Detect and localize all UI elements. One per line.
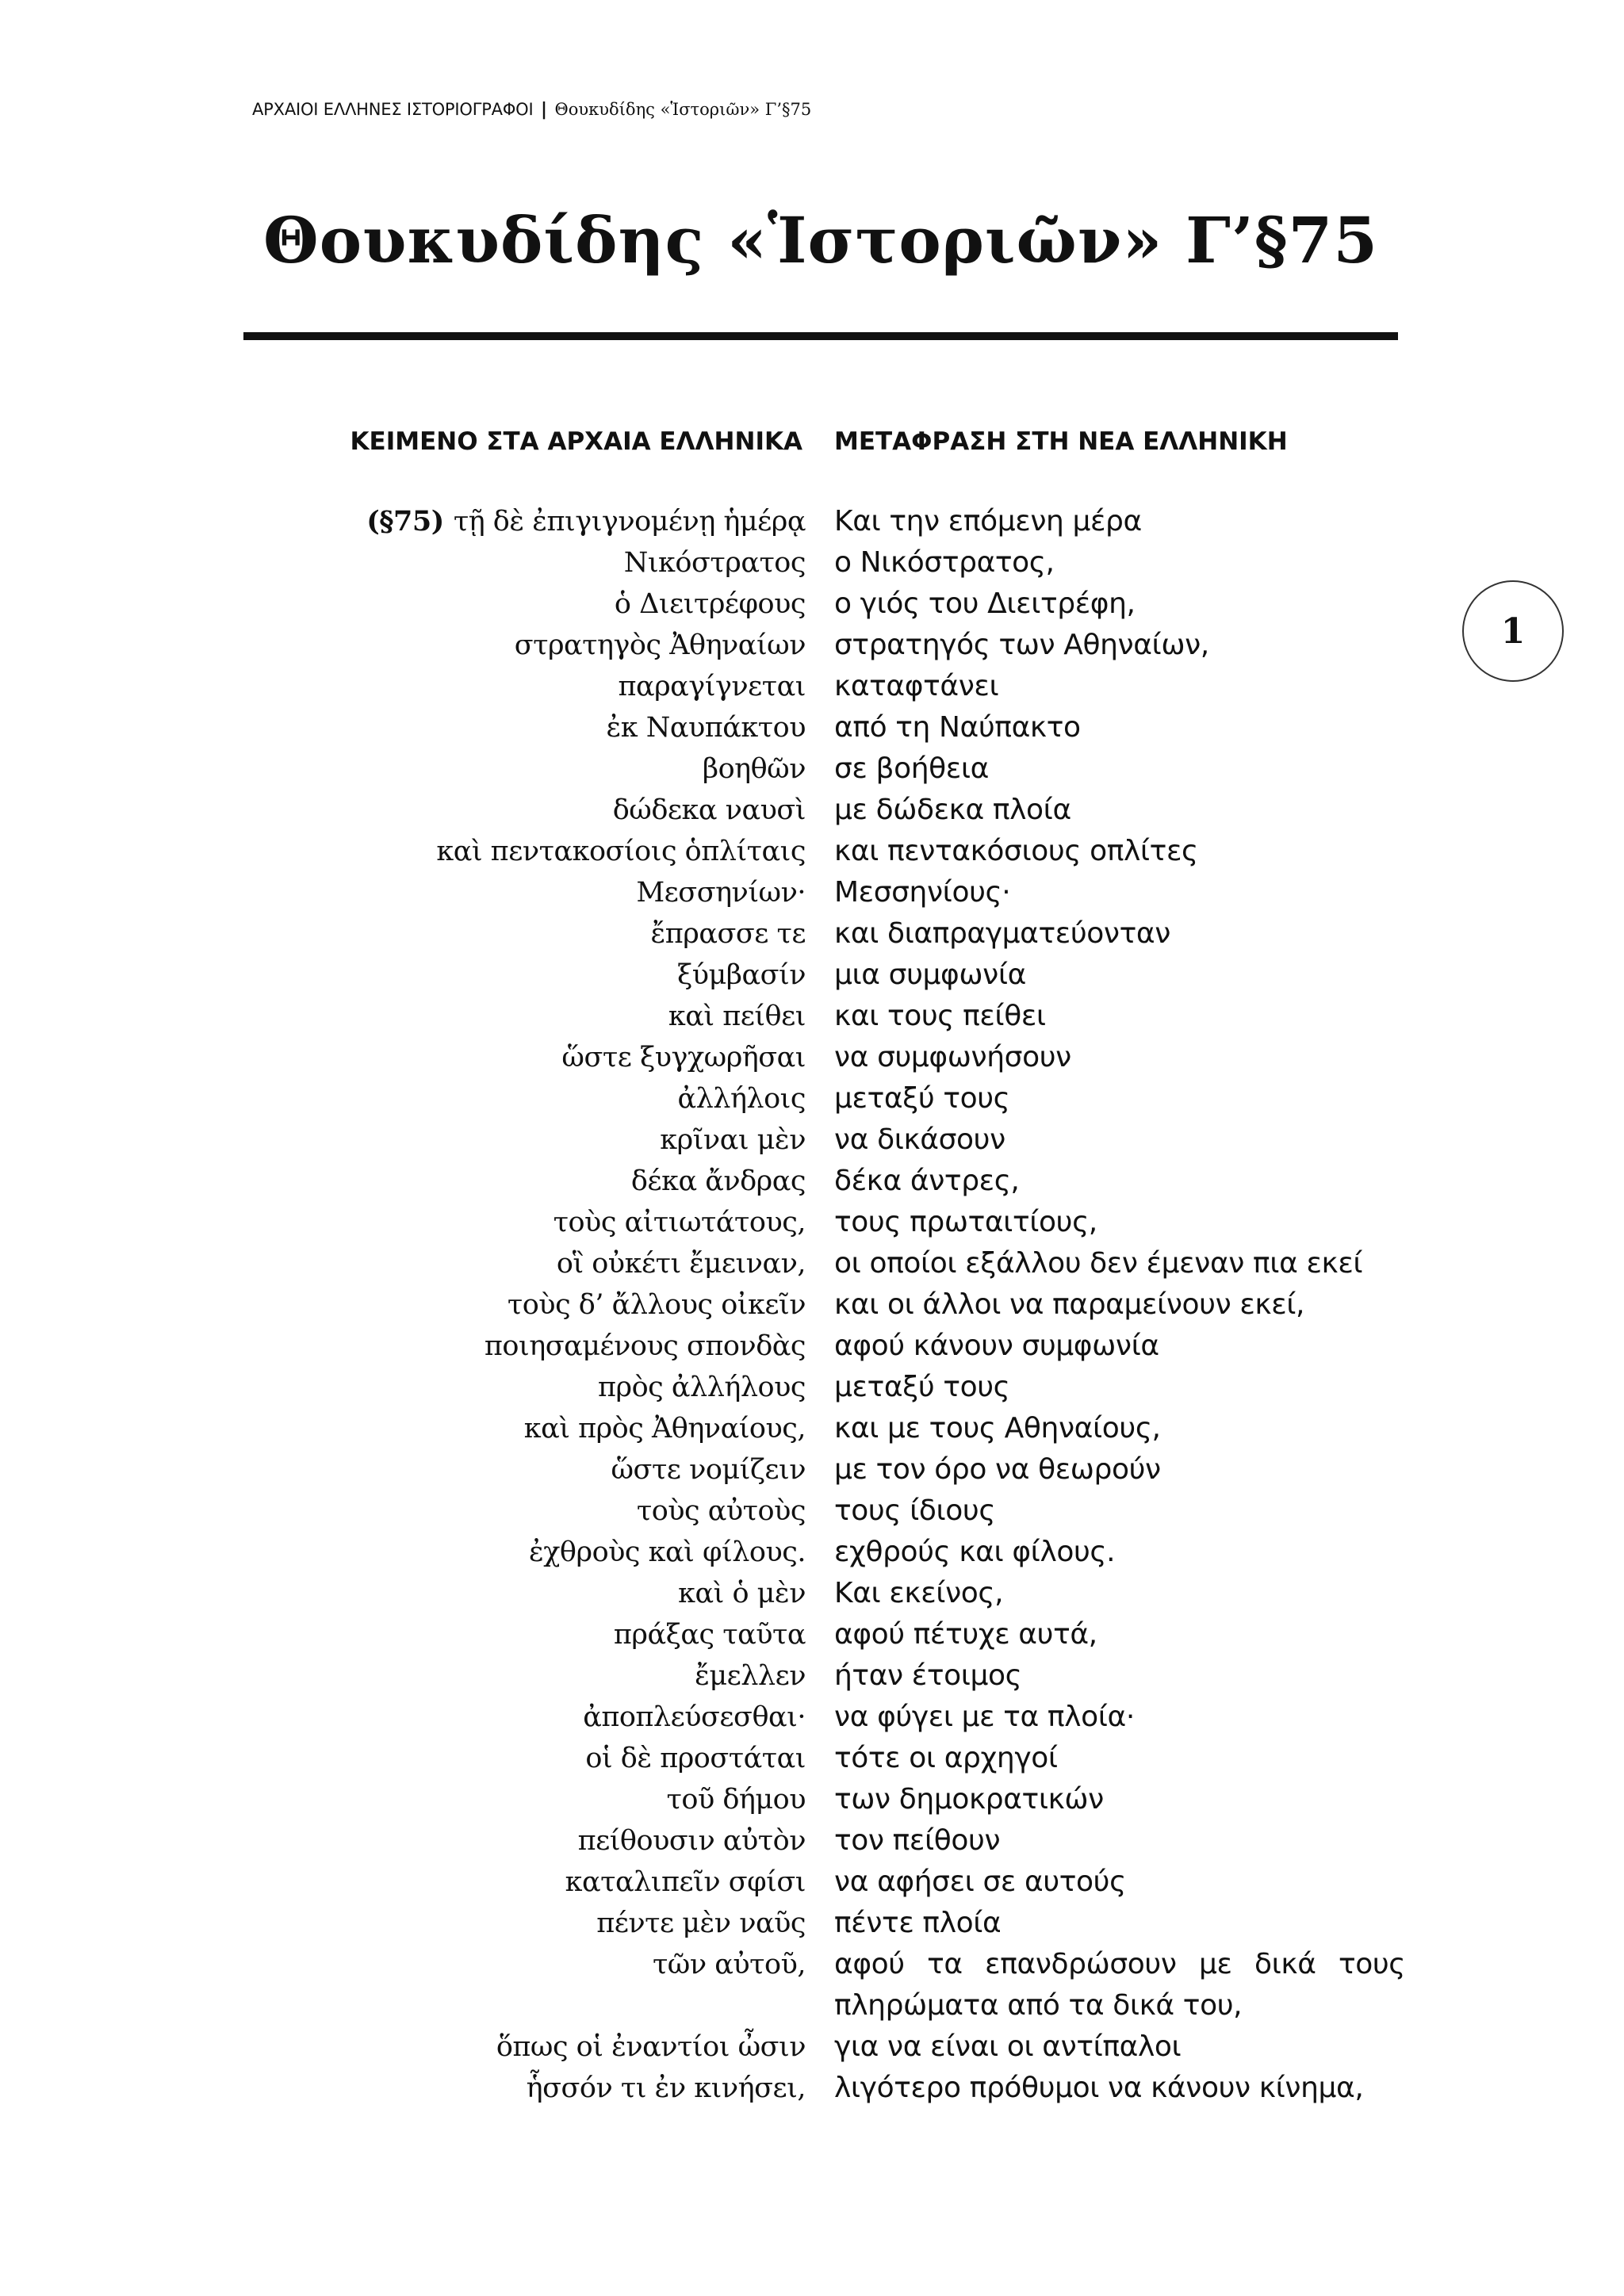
ancient-line: τοὺς αἰτιωτάτους, bbox=[553, 1207, 806, 1238]
translation-line: δέκα άντρες, bbox=[834, 1165, 1020, 1197]
translation-line: και πεντακόσιους οπλίτες bbox=[834, 835, 1198, 867]
ancient-line: τοὺς δ’ ἄλλους οἰκεῖν bbox=[507, 1289, 806, 1321]
translation-line: αφού κάνουν συμφωνία bbox=[834, 1330, 1159, 1362]
title-divider bbox=[243, 332, 1398, 340]
translation-line: να δικάσουν bbox=[834, 1123, 1005, 1156]
translation-line: τον πείθουν bbox=[834, 1824, 1001, 1857]
page-number-badge: 1 bbox=[1462, 580, 1564, 682]
ancient-line: ποιησαμένους σπονδὰς bbox=[484, 1330, 806, 1362]
ancient-line: καὶ πεντακοσίοις ὁπλίταις bbox=[436, 836, 806, 867]
ancient-line: ἐχθροὺς καὶ φίλους. bbox=[528, 1536, 806, 1568]
header-separator: | bbox=[540, 100, 548, 120]
ancient-line: τοῦ δήμου bbox=[666, 1784, 806, 1816]
translation-line: τους πρωταιτίους, bbox=[834, 1206, 1097, 1238]
translation-line: μια συμφωνία bbox=[834, 959, 1026, 991]
translation-line: και με τους Αθηναίους, bbox=[834, 1412, 1161, 1445]
ancient-line: ἔμελλεν bbox=[695, 1660, 806, 1692]
translation-line: σε βοήθεια bbox=[834, 752, 989, 785]
ancient-line: κρῖναι μὲν bbox=[660, 1124, 806, 1156]
translation-line: μεταξύ τους bbox=[834, 1371, 1010, 1403]
series-title: ΑΡΧΑΙΟΙ ΕΛΛΗΝΕΣ ΙΣΤΟΡΙΟΓΡΑΦΟΙ bbox=[252, 100, 534, 119]
translation-line: με τον όρο να θεωρούν bbox=[834, 1453, 1161, 1486]
ancient-line: Μεσσηνίων· bbox=[636, 877, 806, 909]
ancient-line: πείθουσιν αὐτὸν bbox=[577, 1825, 806, 1857]
translation-line: στρατηγός των Αθηναίων, bbox=[834, 629, 1209, 661]
translation-line: και τους πείθει bbox=[834, 1000, 1046, 1032]
ancient-line: ὁ Διειτρέφους bbox=[614, 588, 806, 620]
translation-line: να φύγει με τα πλοία· bbox=[834, 1701, 1135, 1733]
ancient-line: ἐκ Ναυπάκτου bbox=[606, 712, 806, 744]
page-title: Θουκυδίδης «Ἱστοριῶν» Γ’§75 bbox=[263, 203, 1378, 277]
ancient-text-heading: ΚΕΙΜΕΝΟ ΣΤΑ ΑΡΧΑΙΑ ΕΛΛΗΝΙΚΑ bbox=[350, 427, 802, 456]
ancient-line: ἀλλήλοις bbox=[677, 1083, 806, 1115]
translation-line: ο Νικόστρατος, bbox=[834, 546, 1055, 579]
ancient-line: ὥστε νομίζειν bbox=[611, 1454, 806, 1486]
ancient-line: τῶν αὐτοῦ, bbox=[652, 1949, 806, 1980]
translation-line: τους ίδιους bbox=[834, 1494, 996, 1527]
translation-line: και διαπραγματεύονταν bbox=[834, 917, 1170, 950]
ancient-line: πρὸς ἀλλήλους bbox=[598, 1372, 806, 1403]
translation-line: με δώδεκα πλοία bbox=[834, 794, 1071, 826]
ancient-line: πέντε μὲν ναῦς bbox=[596, 1908, 806, 1939]
ancient-line: ἔπρασσε τε bbox=[650, 918, 806, 950]
translation-line: εχθρούς και φίλους. bbox=[834, 1536, 1116, 1568]
ancient-line: ἀποπλεύσεσθαι· bbox=[583, 1701, 806, 1733]
translation-line: ήταν έτοιμος bbox=[834, 1659, 1022, 1692]
translation-line: από τη Ναύπακτο bbox=[834, 711, 1081, 744]
ancient-line: Νικόστρατος bbox=[623, 547, 806, 579]
ancient-line: (§75) τῇ δὲ ἐπιγιγνομένῃ ἡμέρᾳ bbox=[366, 505, 806, 538]
translation-line: να αφήσει σε αυτούς bbox=[834, 1866, 1126, 1898]
ancient-line: παραγίγνεται bbox=[618, 671, 806, 702]
translation-heading: ΜΕΤΑΦΡΑΣΗ ΣΤΗ ΝΕΑ ΕΛΛΗΝΙΚΗ bbox=[834, 427, 1288, 456]
translation-line: για να είναι οι αντίπαλοι bbox=[834, 2030, 1182, 2063]
translation-line: τότε οι αρχηγοί bbox=[834, 1742, 1058, 1774]
translation-column bbox=[834, 501, 1405, 2109]
ancient-line: ξύμβασίν bbox=[676, 959, 806, 991]
ancient-line: δέκα ἄνδρας bbox=[630, 1165, 806, 1197]
ancient-line: ἧσσόν τι ἐν κινήσει, bbox=[526, 2072, 806, 2104]
translation-line: να συμφωνήσουν bbox=[834, 1041, 1071, 1073]
translation-line: αφού πέτυχε αυτά, bbox=[834, 1618, 1097, 1651]
ancient-line: καταλιπεῖν σφίσι bbox=[565, 1866, 806, 1898]
work-reference: Θουκυδίδης «Ἱστοριῶν» Γ’§75 bbox=[554, 100, 812, 119]
translation-line: μεταξύ τους bbox=[834, 1082, 1010, 1115]
ancient-line: ὥστε ξυγχωρῆσαι bbox=[561, 1042, 806, 1073]
ancient-line: καὶ πρὸς Ἀθηναίους, bbox=[523, 1413, 806, 1445]
ancient-line: δώδεκα ναυσὶ bbox=[612, 794, 806, 826]
ancient-text-column bbox=[238, 501, 806, 2109]
section-marker: (§75) bbox=[366, 505, 444, 538]
translation-line: Και την επόμενη μέρα bbox=[834, 505, 1142, 538]
translation-line: πέντε πλοία bbox=[834, 1907, 1002, 1939]
translation-line: και οι άλλοι να παραμείνουν εκεί, bbox=[834, 1288, 1305, 1321]
translation-line: Μεσσηνίους· bbox=[834, 876, 1011, 909]
ancient-line: οἳ οὐκέτι ἔμειναν, bbox=[556, 1248, 806, 1280]
ancient-line: καὶ ὁ μὲν bbox=[678, 1578, 806, 1609]
translation-line: αφού τα επανδρώσουν με δικά τους πληρώματα από τα δικά του, bbox=[834, 1948, 1405, 2022]
translation-line: οι οποίοι εξάλλου δεν έμεναν πια εκεί bbox=[834, 1247, 1363, 1280]
translation-line: Και εκείνος, bbox=[834, 1577, 1004, 1609]
ancient-line: καὶ πείθει bbox=[668, 1001, 806, 1032]
running-header bbox=[252, 94, 811, 126]
translation-line: καταφτάνει bbox=[834, 670, 999, 702]
ancient-line-spacer bbox=[238, 1985, 806, 2026]
ancient-line: στρατηγὸς Ἀθηναίων bbox=[514, 629, 806, 661]
translation-line: των δημοκρατικών bbox=[834, 1783, 1104, 1816]
translation-line: ο γιός του Διειτρέφη, bbox=[834, 587, 1136, 620]
ancient-line: ὅπως οἱ ἐναντίοι ὦσιν bbox=[496, 2031, 806, 2063]
translation-line: λιγότερο πρόθυμοι να κάνουν κίνημα, bbox=[834, 2072, 1364, 2104]
ancient-line: πράξας ταῦτα bbox=[613, 1619, 806, 1651]
ancient-line: τοὺς αὐτοὺς bbox=[636, 1495, 806, 1527]
ancient-line: βοηθῶν bbox=[702, 753, 806, 785]
ancient-line: οἱ δὲ προστάται bbox=[585, 1743, 806, 1774]
